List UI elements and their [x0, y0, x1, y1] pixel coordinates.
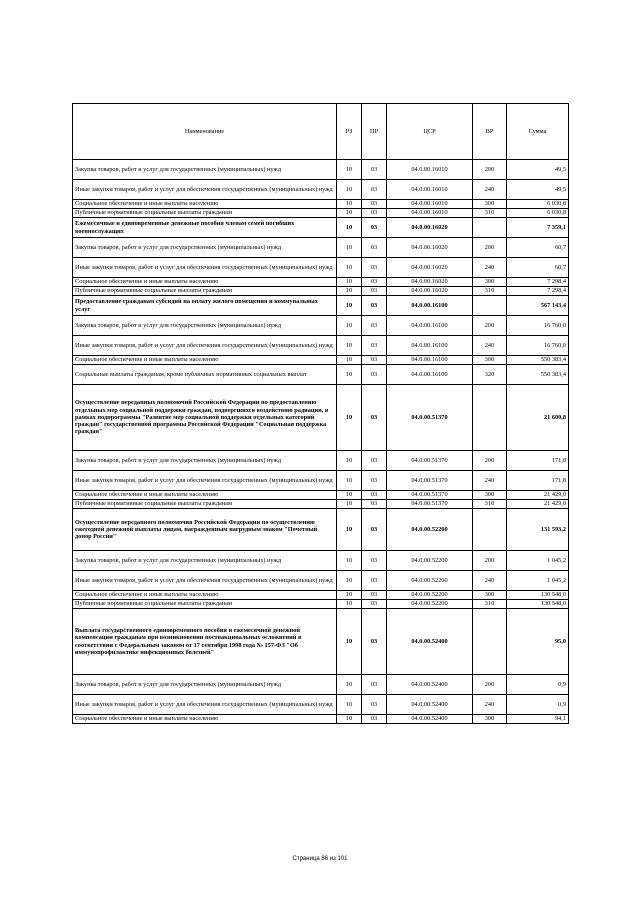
header-pr: ПР [362, 104, 387, 160]
cell-sum: 94,1 [507, 715, 569, 724]
cell-rz: 10 [337, 600, 362, 609]
table-row [73, 571, 569, 591]
cell-csr: 04.0.00.51370 [387, 491, 473, 500]
cell-pr: 03 [362, 316, 387, 336]
cell-sum: 49,5 [507, 160, 569, 180]
cell-pr: 03 [362, 600, 387, 609]
cell-name: Публичные нормативные социальные выплаты гражданам [73, 287, 337, 296]
cell-rz: 10 [337, 509, 362, 551]
cell-vr: 200 [473, 238, 507, 258]
cell-sum: 21 600,8 [507, 385, 569, 451]
cell-sum: 131 593,2 [507, 509, 569, 551]
cell-vr: 240 [473, 471, 507, 491]
cell-name: Закупка товаров, работ и услуг для государственных (муниципальных) нужд [73, 451, 337, 471]
cell-vr: 240 [473, 695, 507, 715]
cell-pr: 03 [362, 551, 387, 571]
cell-vr [473, 609, 507, 675]
cell-csr: 04.0.00.16020 [387, 287, 473, 296]
table-row [73, 258, 569, 278]
cell-pr: 03 [362, 675, 387, 695]
cell-vr: 310 [473, 287, 507, 296]
cell-sum: 60,7 [507, 238, 569, 258]
cell-name: Иные закупки товаров, работ и услуг для обеспечения государственных (муниципальных) нужд [73, 471, 337, 491]
cell-pr: 03 [362, 491, 387, 500]
cell-csr: 04.0.00.52400 [387, 675, 473, 695]
table-row [73, 385, 569, 451]
cell-rz: 10 [337, 200, 362, 209]
cell-csr: 04.0.00.52200 [387, 551, 473, 571]
cell-name: Социальное обеспечение и иные выплаты населению [73, 278, 337, 287]
cell-csr: 04.0.00.16010 [387, 209, 473, 218]
cell-sum: 550 383,4 [507, 365, 569, 385]
cell-rz: 10 [337, 238, 362, 258]
cell-vr: 240 [473, 571, 507, 591]
cell-name: Публичные нормативные социальные выплаты гражданам [73, 209, 337, 218]
cell-name: Осуществление переданного полномочия Российской Федерации по осуществлению ежегодной денежной выплаты лицам, награжденным нагрудным знаком "Почетный донор России" [73, 509, 337, 551]
cell-name: Закупка товаров, работ и услуг для государственных (муниципальных) нужд [73, 316, 337, 336]
cell-name: Иные закупки товаров, работ и услуг для обеспечения государственных (муниципальных) нужд [73, 571, 337, 591]
cell-rz: 10 [337, 218, 362, 238]
cell-csr: 04.0.00.16010 [387, 160, 473, 180]
cell-name: Выплата государственного единовременного пособия и ежемесячной денежной компенсации гражданам при возникновении поствакцинальных осложнений в соответствии с Федеральным законом от 17 сентября 1998 года № 157-ФЗ "Об иммунопрофилактике инфекционных болезней" [73, 609, 337, 675]
cell-pr: 03 [362, 218, 387, 238]
cell-sum: 21 429,0 [507, 491, 569, 500]
cell-name: Ежемесячные и единовременные денежные пособия членам семей погибших военнослужащих [73, 218, 337, 238]
table-row [73, 365, 569, 385]
cell-csr: 04.0.00.16100 [387, 356, 473, 365]
page-footer: Страница 86 из 101 [292, 856, 348, 862]
cell-pr: 03 [362, 695, 387, 715]
table-row [73, 209, 569, 218]
cell-vr: 200 [473, 451, 507, 471]
cell-rz: 10 [337, 365, 362, 385]
table-row [73, 715, 569, 724]
cell-vr: 240 [473, 336, 507, 356]
cell-vr: 300 [473, 491, 507, 500]
cell-pr: 03 [362, 209, 387, 218]
cell-vr [473, 296, 507, 316]
cell-vr [473, 385, 507, 451]
cell-pr: 03 [362, 471, 387, 491]
cell-vr: 300 [473, 591, 507, 600]
header-row [73, 104, 569, 160]
table-row [73, 218, 569, 238]
cell-pr: 03 [362, 200, 387, 209]
cell-vr: 200 [473, 160, 507, 180]
cell-csr: 04.0.00.16100 [387, 316, 473, 336]
cell-name: Иные закупки товаров, работ и услуг для обеспечения государственных (муниципальных) нужд [73, 695, 337, 715]
header-csr: ЦСР [387, 104, 473, 160]
cell-rz: 10 [337, 385, 362, 451]
header-rz: РЗ [337, 104, 362, 160]
budget-table [72, 103, 569, 724]
cell-pr: 03 [362, 571, 387, 591]
cell-rz: 10 [337, 715, 362, 724]
cell-rz: 10 [337, 287, 362, 296]
cell-rz: 10 [337, 500, 362, 509]
cell-sum: 0,9 [507, 695, 569, 715]
cell-rz: 10 [337, 571, 362, 591]
table-row [73, 675, 569, 695]
cell-pr: 03 [362, 509, 387, 551]
cell-csr: 04.0.00.16100 [387, 365, 473, 385]
cell-csr: 04.0.00.52400 [387, 609, 473, 675]
cell-rz: 10 [337, 491, 362, 500]
header-sum: Сумма [507, 104, 569, 160]
table-row [73, 316, 569, 336]
table-row [73, 278, 569, 287]
cell-name: Иные закупки товаров, работ и услуг для обеспечения государственных (муниципальных) нужд [73, 180, 337, 200]
table-row [73, 296, 569, 316]
cell-rz: 10 [337, 160, 362, 180]
cell-sum: 0,9 [507, 675, 569, 695]
cell-name: Социальные выплаты гражданам, кроме публичных нормативных социальных выплат [73, 365, 337, 385]
cell-sum: 49,5 [507, 180, 569, 200]
cell-pr: 03 [362, 296, 387, 316]
cell-vr: 200 [473, 551, 507, 571]
cell-rz: 10 [337, 356, 362, 365]
cell-rz: 10 [337, 591, 362, 600]
table-row [73, 600, 569, 609]
cell-rz: 10 [337, 695, 362, 715]
table-row [73, 695, 569, 715]
cell-sum: 95,0 [507, 609, 569, 675]
cell-vr: 310 [473, 209, 507, 218]
cell-vr: 200 [473, 316, 507, 336]
table-row [73, 509, 569, 551]
table-row [73, 609, 569, 675]
cell-name: Иные закупки товаров, работ и услуг для обеспечения государственных (муниципальных) нужд [73, 258, 337, 278]
cell-csr: 04.0.00.51370 [387, 451, 473, 471]
cell-pr: 03 [362, 451, 387, 471]
cell-csr: 04.0.00.51370 [387, 385, 473, 451]
cell-csr: 04.0.00.16020 [387, 258, 473, 278]
cell-rz: 10 [337, 209, 362, 218]
cell-csr: 04.0.00.16010 [387, 200, 473, 209]
cell-vr: 240 [473, 258, 507, 278]
cell-sum: 16 760,0 [507, 336, 569, 356]
cell-csr: 04.0.00.52200 [387, 509, 473, 551]
cell-name: Иные закупки товаров, работ и услуг для обеспечения государственных (муниципальных) нужд [73, 336, 337, 356]
table-row [73, 238, 569, 258]
cell-name: Социальное обеспечение и иные выплаты населению [73, 491, 337, 500]
cell-pr: 03 [362, 160, 387, 180]
cell-csr: 04.0.00.52200 [387, 600, 473, 609]
cell-pr: 03 [362, 715, 387, 724]
cell-pr: 03 [362, 336, 387, 356]
table-row [73, 491, 569, 500]
cell-rz: 10 [337, 336, 362, 356]
cell-name: Социальное обеспечение и иные выплаты населению [73, 715, 337, 724]
cell-rz: 10 [337, 675, 362, 695]
cell-csr: 04.0.00.51370 [387, 500, 473, 509]
cell-name: Закупка товаров, работ и услуг для государственных (муниципальных) нужд [73, 675, 337, 695]
cell-sum: 171,8 [507, 471, 569, 491]
cell-rz: 10 [337, 296, 362, 316]
cell-rz: 10 [337, 471, 362, 491]
table-row [73, 356, 569, 365]
cell-rz: 10 [337, 278, 362, 287]
cell-name: Закупка товаров, работ и услуг для государственных (муниципальных) нужд [73, 551, 337, 571]
cell-csr: 04.0.00.52400 [387, 695, 473, 715]
cell-csr: 04.0.00.51370 [387, 471, 473, 491]
cell-vr [473, 218, 507, 238]
cell-sum: 6 030,8 [507, 209, 569, 218]
cell-vr: 240 [473, 180, 507, 200]
cell-sum: 550 383,4 [507, 356, 569, 365]
cell-csr: 04.0.00.16010 [387, 180, 473, 200]
cell-name: Закупка товаров, работ и услуг для государственных (муниципальных) нужд [73, 238, 337, 258]
cell-vr: 200 [473, 675, 507, 695]
cell-pr: 03 [362, 609, 387, 675]
cell-name: Социальное обеспечение и иные выплаты населению [73, 200, 337, 209]
cell-vr: 310 [473, 600, 507, 609]
cell-sum: 7 298,4 [507, 287, 569, 296]
cell-pr: 03 [362, 278, 387, 287]
table-row [73, 200, 569, 209]
cell-name: Осуществление переданных полномочий Российской Федерации по предоставлению отдельных мер социальной поддержки граждан, подвергшихся воздействию радиации, в рамках подпрограммы "Развитие мер социальной поддержки отдельных категорий граждан" государственной программы Российской Федерации "Социальная поддержка граждан" [73, 385, 337, 451]
cell-pr: 03 [362, 180, 387, 200]
cell-vr: 300 [473, 715, 507, 724]
cell-pr: 03 [362, 365, 387, 385]
cell-sum: 7 298,4 [507, 278, 569, 287]
cell-sum: 130 548,0 [507, 591, 569, 600]
table-row [73, 336, 569, 356]
cell-vr: 310 [473, 500, 507, 509]
cell-pr: 03 [362, 238, 387, 258]
cell-vr: 300 [473, 200, 507, 209]
cell-vr [473, 509, 507, 551]
cell-csr: 04.0.00.52200 [387, 571, 473, 591]
cell-sum: 60,7 [507, 258, 569, 278]
cell-csr: 04.0.00.16100 [387, 296, 473, 316]
cell-rz: 10 [337, 609, 362, 675]
cell-sum: 130 548,0 [507, 600, 569, 609]
cell-csr: 04.0.00.16020 [387, 278, 473, 287]
cell-sum: 6 030,8 [507, 200, 569, 209]
cell-pr: 03 [362, 287, 387, 296]
cell-name: Предоставление гражданам субсидий на оплату жилого помещения и коммунальных услуг [73, 296, 337, 316]
cell-pr: 03 [362, 356, 387, 365]
cell-csr: 04.0.00.16020 [387, 218, 473, 238]
cell-name: Социальное обеспечение и иные выплаты населению [73, 356, 337, 365]
cell-sum: 16 760,0 [507, 316, 569, 336]
cell-sum: 7 359,1 [507, 218, 569, 238]
cell-pr: 03 [362, 258, 387, 278]
cell-sum: 1 045,2 [507, 571, 569, 591]
header-name: Наименование [73, 104, 337, 160]
cell-rz: 10 [337, 451, 362, 471]
cell-vr: 320 [473, 365, 507, 385]
cell-csr: 04.0.00.52400 [387, 715, 473, 724]
cell-csr: 04.0.00.16020 [387, 238, 473, 258]
cell-pr: 03 [362, 500, 387, 509]
cell-csr: 04.0.00.52200 [387, 591, 473, 600]
table-row [73, 591, 569, 600]
cell-rz: 10 [337, 180, 362, 200]
cell-csr: 04.0.00.16100 [387, 336, 473, 356]
table-row [73, 287, 569, 296]
cell-rz: 10 [337, 258, 362, 278]
cell-rz: 10 [337, 551, 362, 571]
table-row [73, 500, 569, 509]
cell-name: Публичные нормативные социальные выплаты гражданам [73, 600, 337, 609]
table-body [73, 160, 569, 724]
cell-sum: 21 429,0 [507, 500, 569, 509]
cell-pr: 03 [362, 591, 387, 600]
cell-name: Закупка товаров, работ и услуг для государственных (муниципальных) нужд [73, 160, 337, 180]
cell-vr: 300 [473, 278, 507, 287]
header-vr: ВР [473, 104, 507, 160]
cell-name: Публичные нормативные социальные выплаты гражданам [73, 500, 337, 509]
cell-rz: 10 [337, 316, 362, 336]
cell-name: Социальное обеспечение и иные выплаты населению [73, 591, 337, 600]
cell-pr: 03 [362, 385, 387, 451]
table-row [73, 551, 569, 571]
cell-sum: 1 045,2 [507, 551, 569, 571]
table-row [73, 471, 569, 491]
cell-sum: 171,8 [507, 451, 569, 471]
table-row [73, 160, 569, 180]
cell-sum: 567 143,4 [507, 296, 569, 316]
table-row [73, 451, 569, 471]
table-row [73, 180, 569, 200]
cell-vr: 300 [473, 356, 507, 365]
